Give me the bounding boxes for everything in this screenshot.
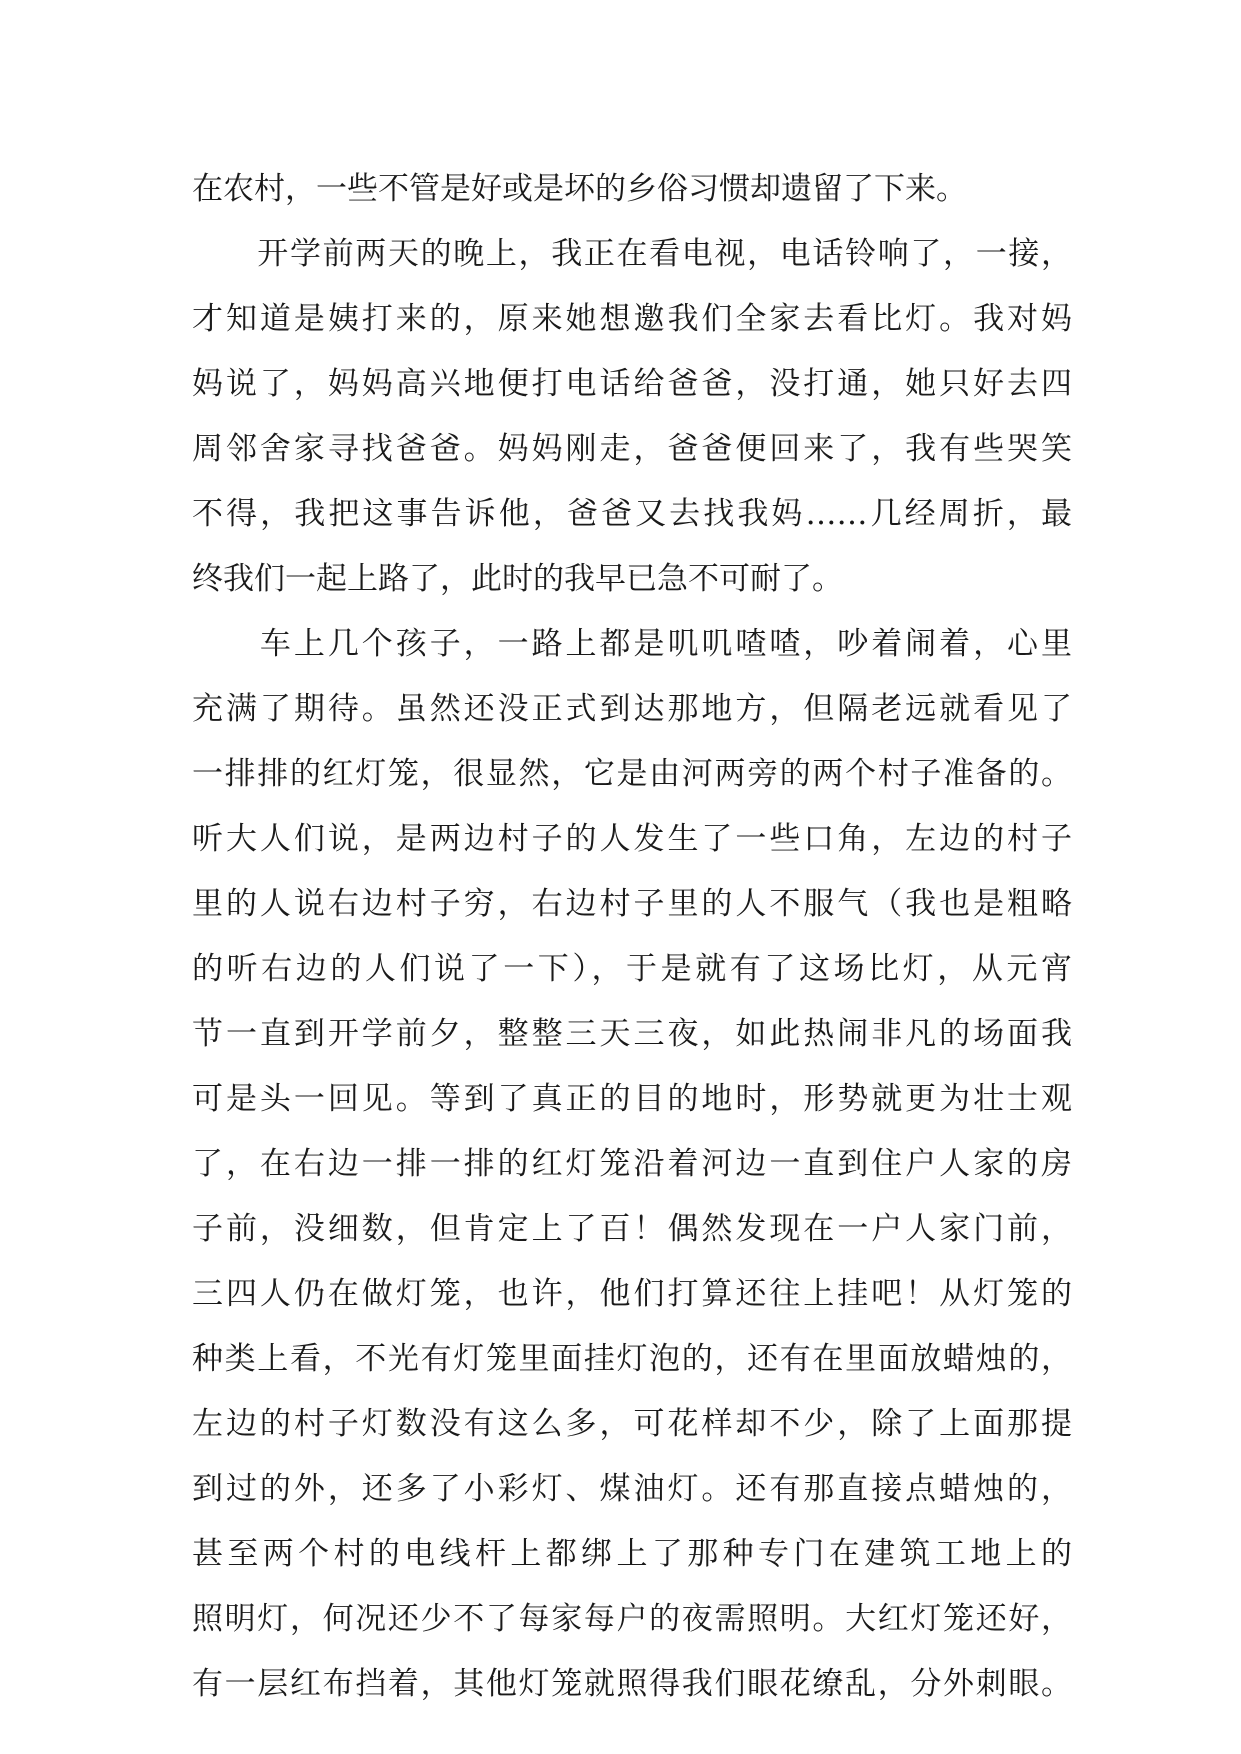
- text-line: 周邻舍家寻找爸爸。妈妈刚走，爸爸便回来了，我有些哭笑: [192, 431, 1072, 467]
- text-line: 终我们一起上路了，此时的我早已急不可耐了。: [192, 561, 843, 597]
- text-line: 甚至两个村的电线杆上都绑上了那种专门在建筑工地上的: [192, 1536, 1072, 1572]
- text-line: 了，在右边一排一排的红灯笼沿着河边一直到住户人家的房: [192, 1146, 1072, 1182]
- text-line: 有一层红布挡着，其他灯笼就照得我们眼花缭乱，分外刺眼。: [192, 1666, 1072, 1702]
- text-line: 左边的村子灯数没有这么多，可花样却不少，除了上面那提: [192, 1406, 1072, 1442]
- text-line: 一排排的红灯笼，很显然，它是由河两旁的两个村子准备的。: [192, 756, 1072, 792]
- text-line: 不得，我把这事告诉他，爸爸又去找我妈……几经周折，最: [192, 496, 1072, 532]
- text-line: 充满了期待。虽然还没正式到达那地方，但隔老远就看见了: [192, 691, 1072, 727]
- text-line: 种类上看，不光有灯笼里面挂灯泡的，还有在里面放蜡烛的，: [192, 1341, 1072, 1377]
- text-line: 节一直到开学前夕，整整三天三夜，如此热闹非凡的场面我: [192, 1016, 1072, 1052]
- body-text: [192, 157, 1072, 1717]
- text-line: 三四人仍在做灯笼，也许，他们打算还往上挂吧！从灯笼的: [192, 1276, 1072, 1312]
- text-line: 的听右边的人们说了一下），于是就有了这场比灯，从元宵: [192, 951, 1072, 987]
- text-line: 才知道是姨打来的，原来她想邀我们全家去看比灯。我对妈: [192, 301, 1072, 337]
- text-line: 照明灯，何况还少不了每家每户的夜需照明。大红灯笼还好，: [192, 1601, 1072, 1637]
- text-line: 子前，没细数，但肯定上了百！偶然发现在一户人家门前，: [192, 1211, 1072, 1247]
- text-line: 妈说了，妈妈高兴地便打电话给爸爸，没打通，她只好去四: [192, 366, 1072, 402]
- text-line: 到过的外，还多了小彩灯、煤油灯。还有那直接点蜡烛的，: [192, 1471, 1072, 1507]
- text-line: 里的人说右边村子穷，右边村子里的人不服气（我也是粗略: [192, 886, 1072, 922]
- text-line: 开学前两天的晚上，我正在看电视，电话铃响了，一接，: [192, 236, 1072, 272]
- text-line: 车上几个孩子，一路上都是叽叽喳喳，吵着闹着，心里: [192, 626, 1072, 662]
- text-line: 听大人们说，是两边村子的人发生了一些口角，左边的村子: [192, 821, 1072, 857]
- text-line: 可是头一回见。等到了真正的目的地时，形势就更为壮士观: [192, 1081, 1072, 1117]
- text-line: 在农村，一些不管是好或是坏的乡俗习惯却遗留了下来。: [192, 171, 967, 207]
